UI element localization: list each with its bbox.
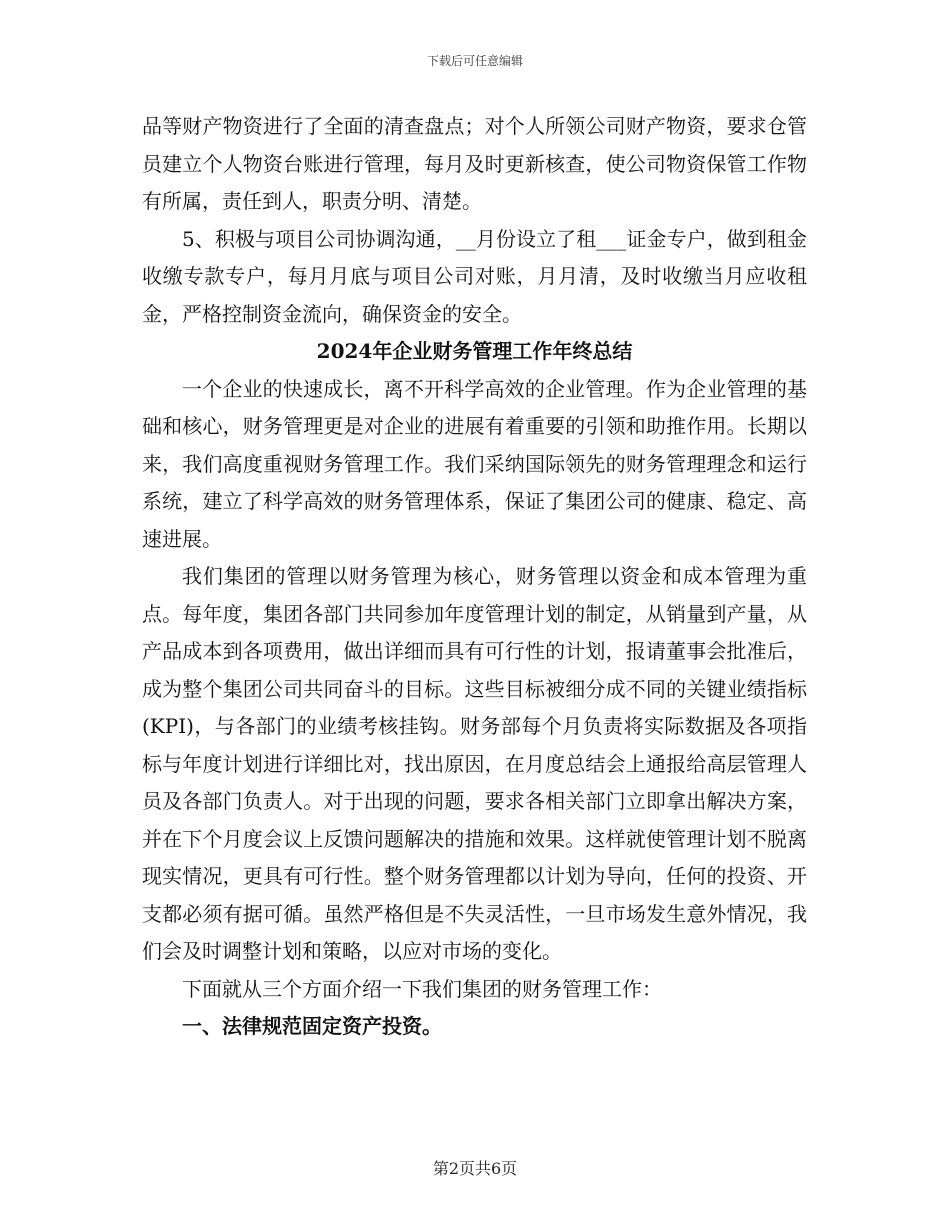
section-heading-1: 一、法律规范固定资产投资。 bbox=[182, 1014, 442, 1038]
document-body bbox=[142, 108, 807, 1046]
paragraph-intro: 一个企业的快速成长，离不开科学高效的企业管理。作为企业管理的基础和核心，财务管理更是对企业的进展有着重要的引领和助推作用。长期以来，我们高度重视财务管理工作。我们采纳国际领先的财务管理理念和运行系统，建立了科学高效的财务管理体系，保证了集团公司的健康、稳定、高速进展。 bbox=[142, 376, 807, 551]
paragraph-next: 下面就从三个方面介绍一下我们集团的财务管理工作： bbox=[182, 976, 662, 1001]
paragraph-core: 我们集团的管理以财务管理为核心，财务管理以资金和成本管理为重点。每年度，集团各部门共同参加年度管理计划的制定，从销量到产量，从产品成本到各项费用，做出详细而具有可行性的计划，报请董事会批准后，成为整个集团公司共同奋斗的目标。这些目标被细分成不同的关键业绩指标(KPI)，与各部门的业绩考核挂钩。财务部每个月负责将实际数据及各项指标与年度计划进行详细比对，找出原因，在月度总结会上通报给高层管理人员及各部门负责人。对于出现的问题，要求各相关部门立即拿出解决方案，并在下个月度会议上反馈问题解决的措施和效果。这样就使管理计划不脱离现实情况，更具有可行性。整个财务管理都以计划为导向，任何的投资、开支都必须有据可循。虽然严格但是不失灵活性，一旦市场发生意外情况，我们会及时调整计划和策略，以应对市场的变化。 bbox=[142, 564, 807, 963]
paragraph-item-5: 5、积极与项目公司协调沟通，__月份设立了租___证金专户，做到租金收缴专款专户，每月月底与项目公司对账，月月清，及时收缴当月应收租金，严格控制资金流向，确保资金的安全。 bbox=[142, 226, 807, 326]
document-title: 2024年企业财务管理工作年终总结 bbox=[316, 339, 633, 363]
page-footer: 第2页共6页 bbox=[432, 1159, 518, 1178]
page-header: 下载后可任意编辑 bbox=[426, 54, 523, 68]
paragraph-continued: 品等财产物资进行了全面的清查盘点；对个人所领公司财产物资，要求仓管员建立个人物资台账进行管理，每月及时更新核查，使公司物资保管工作物有所属，责任到人，职责分明、清楚。 bbox=[142, 114, 807, 213]
